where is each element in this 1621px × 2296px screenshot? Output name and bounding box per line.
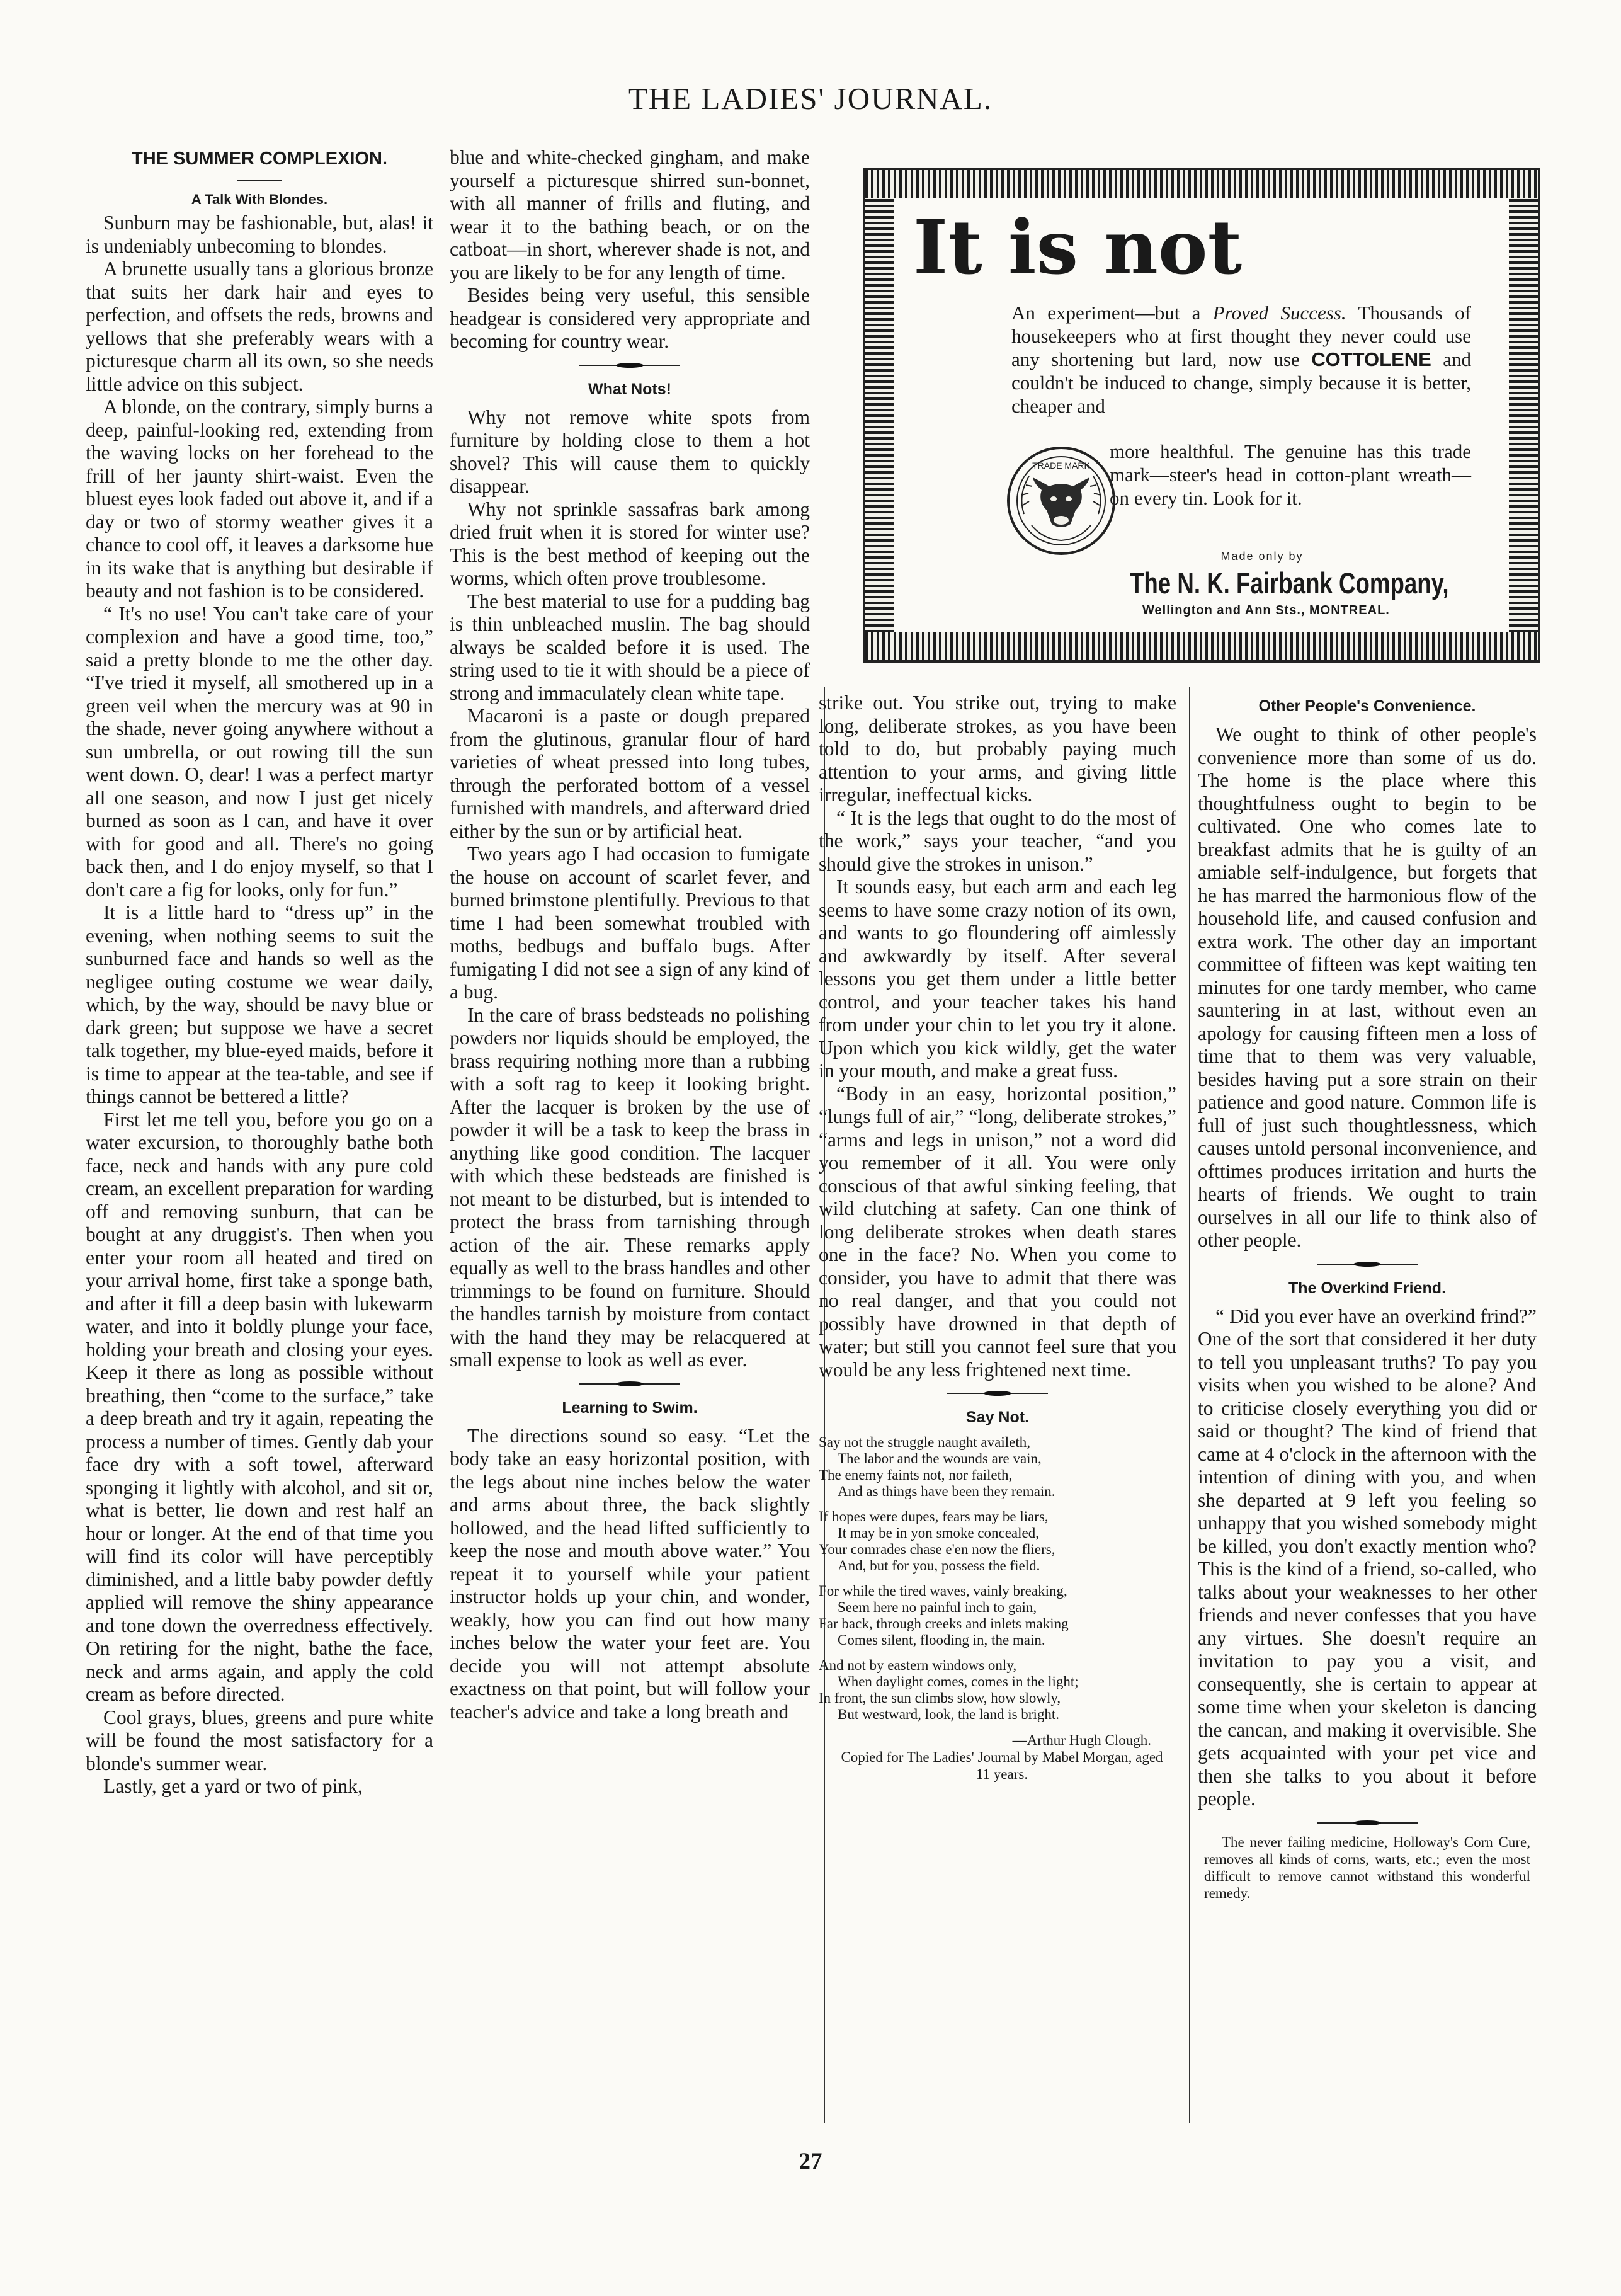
ad-body-rest-2: and couldn't be induced to change, simply because it is better, cheaper and (1011, 348, 1471, 417)
section-title-overkind-friend: The Overkind Friend. (1288, 1279, 1447, 1297)
article-subtitle: A Talk With Blondes. (191, 191, 328, 207)
section-title-what-nots: What Nots! (588, 380, 671, 398)
paragraph: Macaroni is a paste or dough prepared from the glutinous, granular flour of hard varieties of wheat pressed into long tubes, through the perforated bottom of a vessel furnished with mandrels, and afterward dried either by the sun or by artificial heat. (450, 705, 810, 842)
poem-line: Far back, through creeks and inlets making (819, 1616, 1069, 1631)
cottolene-advertisement (863, 168, 1540, 663)
section-title-other-peoples-convenience: Other People's Convenience. (1258, 697, 1476, 715)
paragraph: Cool grays, blues, greens and pure white will be found the most satisfactory for a blonde's summer wear. (86, 1706, 433, 1774)
poem-line: If hopes were dupes, fears may be liars, (819, 1509, 1049, 1524)
ad-border-left (865, 198, 894, 632)
poem-line: And not by eastern windows only, (819, 1657, 1017, 1673)
section-divider (450, 1377, 810, 1391)
steer-head-trademark-icon (1005, 445, 1117, 557)
ad-body-text (1011, 301, 1471, 418)
ad-body-emphasis: Proved Success. (1212, 302, 1346, 324)
ad-body-rest: Thousands of housekeepers who at first thought they never could use any shortening but lard, now use (1011, 302, 1471, 370)
section-title-learning-to-swim: Learning to Swim. (562, 1398, 698, 1417)
poem-title-say-not: Say Not. (965, 1408, 1030, 1426)
paragraph: The directions sound so easy. “Let the body take an easy horizontal position, with the legs about nine inches below the water and arms about three, the back slightly hollowed, and the head lifted sufficiently to keep the nose and mouth above water.” You repeat it to yourself while your patient instructor holds up your chin, and wonder, weakly, how you can find out how many inches below the water your feet are. You decide you will not attempt absolute exactness on that point, but will follow your teacher's advice and take a long breath and (450, 1424, 810, 1723)
section-divider (1198, 1816, 1537, 1830)
paragraph: It sounds easy, but each arm and each leg seems to have some crazy notion of its own, and wants to go floundering off aimlessly and awkwardly by itself. After several lessons you get them under a little better control, and your teacher takes his hand from under your chin to let you try it alone. Upon which you kick wildly, get the water in your mouth, and make a great fuss. (819, 876, 1176, 1082)
ad-company-address: Wellington and Ann Sts., MONTREAL. (1142, 603, 1390, 617)
poem-line: The labor and the wounds are vain, (838, 1451, 1042, 1466)
seal-lettering: TRADE MARK (1032, 460, 1090, 471)
ad-company-name: The N. K. Fairbank Company, (1130, 566, 1449, 600)
ad-border-bottom (865, 632, 1538, 660)
paragraph: “ It is the legs that ought to do the most of the work,” says your teacher, “and you should give the strokes in unison.” (819, 806, 1176, 875)
ad-made-by: Made only by (1220, 550, 1304, 563)
paragraph: Besides being very useful, this sensible headgear is considered very appropriate and becoming for country wear. (450, 284, 810, 352)
paragraph: “ Did you ever have an overkind frind?” One of the sort that considered it her duty to tell you unpleasant truths? To pay you visits when you wished to be alone? And to criticise closely everything you did or said or thought? The kind of friend that came at 4 o'clock in the afternoon with the intention of dining with you, and when she departed at 9 left you feeling so unhappy that you wished somebody might be killed, you don't exactly mention who? This is the kind of a friend, so-called, who talks about your weaknesses to her other friends and never confesses that you have any virtues. She doesn't require an invitation to pay you a visit, and consequently, she is certain to appear at some time when your skeleton is dancing the cancan, and making it overvisible. She gets acquainted with your pet vice and then she talks to you about it before people. (1198, 1305, 1537, 1810)
paragraph: A blonde, on the contrary, simply burns a deep, painful-looking red, extending from the waving locks on her forehead to the frill of her jaunty shirt-waist. Even the bluest eyes look faded out above it, and if a day or two of stormy weather gives it a chance to cool off, it leaves a darksome hue in its wake that is anything but desirable if beauty and not fashion is to be considered. (86, 396, 433, 602)
paragraph: The best material to use for a pudding bag is thin unbleached muslin. The bag should always be scalded before it is used. The string used to tie it with should be a piece of strong and immaculately clean white tape. (450, 590, 810, 704)
ad-border-top (865, 170, 1538, 198)
paragraph: Why not sprinkle sassafras bark among dried fruit when it is stored for winter use? This is the best method of keeping out the worms, which often prove troublesome. (450, 498, 810, 589)
poem-credit: Copied for The Ladies' Journal by Mabel Morgan, aged 11 years. (841, 1749, 1163, 1782)
poem-line: And, but for you, possess the field. (838, 1558, 1040, 1574)
title-rule (237, 180, 282, 181)
poem-stanza (819, 1583, 1176, 1648)
poem-stanza (819, 1434, 1176, 1500)
paragraph: strike out. You strike out, trying to make long, deliberate strokes, as you have been told to do, but probably paying much attention to your arms, and giving little irregular, ineffectual kicks. (819, 692, 1176, 806)
ad-content (897, 200, 1506, 632)
poem-say-not (819, 1434, 1176, 1723)
holloway-notice: The never failing medicine, Holloway's Corn Cure, removes all kinds of corns, warts, etc.; even the most difficult to remove cannot withstand this wonderful remedy. (1204, 1834, 1530, 1901)
column-rule (1189, 687, 1190, 2123)
paragraph: First let me tell you, before you go on a water excursion, to thoroughly bathe both face, neck and hands with any pure cold cream, an excellent preparation for warding off and removing sunburn, that can be bought at any druggist's. Then when you enter your room all heated and tired on your arrival home, first take a sponge bath, and after it fill a deep basin with lukewarm water, and into it boldly plunge your face, holding your breath and closing your eyes. Keep it there as long as possible without breathing, then “come to the surface,” take a deep breath and try it again, repeating the process a number of times. Gently dab your face dry with a soft towel, afterward sponging it lightly with alcohol, and sit or, what is better, lie down and rest half an hour or longer. At the end of that time you will find its color will have perceptibly diminished, and a little baby powder deftly applied will remove the shiny appearance and tone down the overredness effectively. On retiring for the night, bathe the face, neck and arms again, and apply the cold cream as before directed. (86, 1108, 433, 1705)
ad-body-lead: An experiment—but a (1011, 302, 1213, 324)
poem-line: Your comrades chase e'en now the fliers, (819, 1541, 1055, 1557)
column-3 (819, 692, 1176, 1783)
paragraph: We ought to think of other people's convenience more than some of us do. The home is the place where this thoughtfulness ought to begin to be cultivated. One who comes late to breakfast admits that he is guilty of an amiable self-indulgence, but forgets that he has marred the harmonious flow of the household life, and caused confusion and extra work. The other day an important committee of fifteen was kept waiting ten minutes for one tardy member, who came sauntering in at last, without even an apology for causing fifteen men a loss of time that to them was very valuable, besides having put a sore strain on their patience and good nature. Common life is full of just such thoughtlessness, which causes untold personal inconvenience, and ofttimes produces irritation and hurts the hearts of friends. We ought to train ourselves in all our life to think also of other people. (1198, 723, 1537, 1251)
poem-line: Say not the struggle naught availeth, (819, 1434, 1030, 1450)
poem-line: When daylight comes, comes in the light; (838, 1674, 1079, 1689)
poem-line: And as things have been they remain. (838, 1483, 1055, 1499)
poem-stanza (819, 1657, 1176, 1723)
poem-line: In front, the sun climbs slow, how slowly, (819, 1690, 1061, 1706)
poem-line: The enemy faints not, nor faileth, (819, 1467, 1013, 1483)
paragraph: In the care of brass bedsteads no polishing powders nor liquids should be employed, the brass requiring nothing more than a rubbing with a soft rag to keep it looking bright. After the lacquer is broken by the use of powder it will be a task to keep the brass in anything like good condition. The lacquer with which these bedsteads are finished is not meant to be disturbed, but is intended to protect the brass from tarnishing through action of the air. These remarks apply equally as well to the brass handles and other trimmings to be found on furniture. Should the handles tarnish by moisture from contact with the hand they may be relacquered at small expense to look as well as ever. (450, 1003, 810, 1371)
paragraph: A brunette usually tans a glorious bronze that suits her dark hair and eyes to perfection, and offsets the reds, browns and yellows that she preferably wears with a picturesque charm all its own, so she needs little advice on this subject. (86, 258, 433, 395)
poem-line: Seem here no painful inch to gain, (838, 1599, 1037, 1615)
page-number: 27 (799, 2149, 822, 2174)
article-title-summer-complexion: THE SUMMER COMPLEXION. (131, 149, 387, 169)
paragraph: Why not remove white spots from furniture by holding close to them a hot shovel? This will cause them to quickly disappear. (450, 406, 810, 497)
paragraph: blue and white-checked gingham, and make yourself a picturesque shirred sun-bonnet, with all manner of frills and fluting, and wear it to the bathing beach, or on the catboat—in short, wherever shade is not, and you are likely to be for any length of time. (450, 146, 810, 283)
masthead: THE LADIES' JOURNAL. (628, 81, 993, 116)
paragraph: Two years ago I had occasion to fumigate the house on account of scarlet fever, and burned brimstone plentifully. Previous to that time I had been somewhat troubled with moths, bedbugs and buffalo bugs. After fumigating I did not see a sign of any kind of a bug. (450, 843, 810, 1003)
column-4 (1198, 692, 1537, 1902)
ad-brand-name: COTTOLENE (1311, 348, 1431, 370)
paragraph: “ It's no use! You can't take care of your complexion and have a good time, too,” said a pretty blonde to me the other day. “I've tried it myself, all smothered up in a green veil when the mercury was at 90 in the shade, never going anywhere without a sun umbrella, or out rowing till the sun went down. O, dear! I was a perfect martyr all one season, and now I just get nicely burned as soon as I can, and have it over with for good and all. There's no going back then, and I do enjoy myself, so that I don't care a fig for looks, only for fun.” (86, 602, 433, 901)
paragraph: “Body in an easy, horizontal position,” “lungs full of air,” “long, deliberate strokes,” “arms and legs in unison,” not a word did you remember of it all. You were only conscious of that awful sinking feeling, that wild clutching at safety. Can one think of long deliberate strokes when death stares one in the face? No. When you come to consider, you have to admit that there was no real danger, and that you could not possibly have drowned in that depth of water; but still you cannot feel sure that you would be any less frightened next time. (819, 1082, 1176, 1381)
poem-author: —Arthur Hugh Clough. (1012, 1732, 1151, 1748)
poem-stanza (819, 1509, 1176, 1574)
poem-line: Comes silent, flooding in, the main. (838, 1632, 1045, 1648)
column-2 (450, 146, 810, 1723)
section-divider (450, 358, 810, 372)
poem-line: It may be in yon smoke concealed, (838, 1525, 1039, 1541)
ad-border-right (1509, 198, 1538, 632)
paragraph: It is a little hard to “dress up” in the evening, when nothing seems to suit the sunburned face and hands so well as the negligee outing costume we wear daily, which, by the way, should be navy blue or dark green; but suppose we have a secret talk together, my blue-eyed maids, before it is time to appear at the tea-table, and see if things cannot be bettered a little? (86, 901, 433, 1107)
poem-line: For while the tired waves, vainly breaking, (819, 1583, 1067, 1599)
ad-headline: It is not (913, 203, 1243, 291)
paragraph: Sunburn may be fashionable, but, alas! it is undeniably unbecoming to blondes. (86, 212, 433, 257)
paragraph: Lastly, get a yard or two of pink, (103, 1775, 363, 1797)
poem-line: But westward, look, the land is bright. (838, 1706, 1059, 1722)
column-1 (86, 146, 433, 1798)
ad-body-right: more healthful. The genuine has this trade mark—steer's head in cotton-plant wreath—on every tin. Look for it. (1110, 440, 1471, 509)
section-divider (1198, 1257, 1537, 1271)
section-divider (819, 1386, 1176, 1400)
